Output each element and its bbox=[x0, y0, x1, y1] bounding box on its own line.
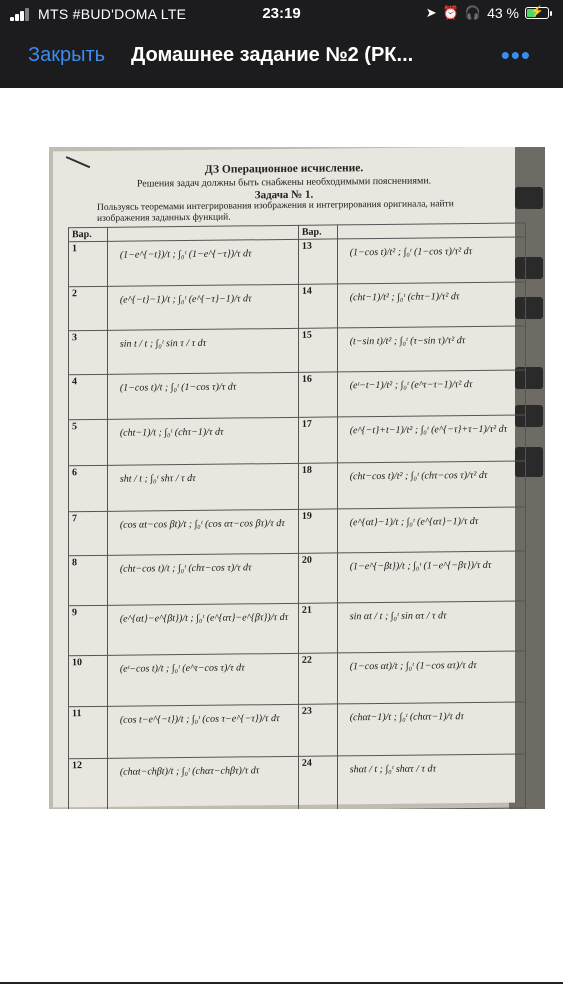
variant-formula: shαt / t ; ∫₀ᵗ shατ / τ dτ bbox=[349, 763, 437, 776]
document-title: ДЗ Операционное исчисление. bbox=[204, 162, 364, 176]
variant-number: 2 bbox=[69, 286, 108, 330]
variant-formula-cell bbox=[107, 509, 298, 555]
document-subtitle: Решения задач должны быть снабжены необходимыми пояснениями. bbox=[136, 175, 432, 190]
table-row bbox=[69, 507, 526, 556]
variant-formula: (eᵗ−t−1)/t² ; ∫₀ᵗ (e^τ−τ−1)/τ² dτ bbox=[349, 379, 473, 392]
home-indicator-line bbox=[0, 982, 563, 984]
variant-formula-cell bbox=[107, 653, 298, 706]
variant-formula: (cos αt−cos βt)/t ; ∫₀ᵗ (cos ατ−cos βτ)/τ dτ bbox=[119, 517, 285, 531]
variant-formula: sht / t ; ∫₀ᵗ shτ / τ dτ bbox=[119, 472, 196, 485]
variant-number: 19 bbox=[298, 509, 337, 553]
variant-formula: (1−cos t)/t² ; ∫₀ᵗ (1−cos τ)/τ² dτ bbox=[349, 246, 473, 259]
variant-number: 24 bbox=[298, 756, 337, 809]
variant-formula: (e^{−t}+t−1)/t² ; ∫₀ᵗ (e^{−τ}+τ−1)/τ² dτ bbox=[349, 423, 508, 437]
variant-number: 7 bbox=[69, 511, 108, 555]
carrier-label: MTS #BUD'DOMA LTE bbox=[38, 6, 187, 22]
variants-table bbox=[68, 222, 526, 809]
table-row bbox=[69, 551, 526, 606]
nav-bar bbox=[0, 40, 563, 80]
variant-formula-cell bbox=[337, 601, 525, 653]
variant-formula-cell bbox=[107, 756, 298, 809]
header-cell: Вар. bbox=[69, 227, 108, 241]
table-row bbox=[69, 651, 526, 707]
variant-formula-cell bbox=[337, 237, 525, 284]
header-cell: Вар. bbox=[298, 225, 337, 239]
clock: 23:19 bbox=[262, 5, 301, 22]
variant-formula: (chαt−1)/t ; ∫₀ᵗ (chατ−1)/τ dτ bbox=[349, 711, 464, 724]
variant-formula-cell bbox=[107, 372, 298, 419]
status-bar bbox=[0, 0, 563, 28]
variant-number: 10 bbox=[69, 655, 108, 706]
variant-number: 17 bbox=[298, 417, 337, 463]
variant-formula: sin t / t ; ∫₀ᵗ sin τ / τ dτ bbox=[119, 337, 207, 350]
variant-number: 3 bbox=[69, 330, 108, 374]
variant-formula: (cht−1)/t ; ∫₀ᵗ (chτ−1)/τ dτ bbox=[119, 426, 224, 439]
variant-number: 23 bbox=[298, 704, 337, 756]
variant-number: 5 bbox=[69, 419, 108, 465]
variant-number: 12 bbox=[69, 758, 108, 809]
variant-formula: (cht−cos t)/t ; ∫₀ᵗ (chτ−cos τ)/τ dτ bbox=[119, 562, 252, 575]
variant-formula: sin αt / t ; ∫₀ᵗ sin ατ / τ dτ bbox=[349, 610, 447, 623]
headphones-icon: 🎧 bbox=[464, 5, 482, 20]
variant-formula-cell bbox=[337, 461, 525, 509]
variant-number: 18 bbox=[298, 463, 337, 509]
variant-formula-cell bbox=[337, 702, 525, 756]
variant-formula: (1−cos αt)/t ; ∫₀ᵗ (1−cos ατ)/τ dτ bbox=[349, 659, 477, 673]
variant-formula-cell bbox=[337, 551, 525, 603]
variant-formula: (1−cos t)/t ; ∫₀ᵗ (1−cos τ)/τ dτ bbox=[119, 381, 237, 394]
variant-formula-cell bbox=[107, 603, 298, 655]
variant-formula-cell bbox=[107, 239, 298, 286]
variant-number: 16 bbox=[298, 372, 337, 417]
variant-formula-cell bbox=[337, 507, 525, 553]
page-title: Домашнее задание №2 (РК... bbox=[131, 44, 414, 66]
location-icon: ➤ bbox=[425, 5, 437, 20]
paper-sheet bbox=[53, 147, 515, 807]
task-instruction: Пользуясь теоремами интегрирования изображения и интегрирования оригинала, найти изображения заданных функций. bbox=[97, 199, 454, 224]
variant-formula-cell bbox=[337, 651, 525, 704]
variant-formula: (eᵗ−cos t)/t ; ∫₀ᵗ (e^τ−cos τ)/τ dτ bbox=[119, 662, 245, 675]
battery-percent: 43 % bbox=[487, 5, 519, 21]
table-row bbox=[69, 601, 526, 656]
battery-icon: ⚡ bbox=[525, 7, 549, 19]
variant-number: 21 bbox=[298, 603, 337, 653]
variant-formula: (cht−cos t)/t² ; ∫₀ᵗ (chτ−cos τ)/τ² dτ bbox=[349, 469, 488, 483]
variant-formula: (t−sin t)/t² ; ∫₀ᵗ (τ−sin τ)/τ² dτ bbox=[349, 335, 466, 348]
variant-formula-cell bbox=[107, 328, 298, 374]
variant-number: 20 bbox=[298, 553, 337, 603]
variant-formula: (e^{αt}−1)/t ; ∫₀ᵗ (e^{ατ}−1)/τ dτ bbox=[349, 515, 479, 529]
table-row bbox=[69, 282, 526, 331]
variant-formula: (e^{−t}−1)/t ; ∫₀ᵗ (e^{−τ}−1)/τ dτ bbox=[119, 293, 252, 306]
more-icon[interactable]: ••• bbox=[500, 40, 531, 70]
table-row bbox=[69, 370, 526, 420]
variant-number: 1 bbox=[69, 241, 108, 286]
document-photo bbox=[49, 147, 545, 809]
variant-formula-cell bbox=[337, 754, 525, 809]
variant-formula-cell bbox=[107, 417, 298, 465]
variant-formula-cell bbox=[107, 553, 298, 605]
variant-number: 9 bbox=[69, 605, 108, 655]
variant-formula: (1−e^{−t})/t ; ∫₀ᵗ (1−e^{−τ})/τ dτ bbox=[119, 248, 252, 261]
variant-formula-cell bbox=[107, 463, 298, 511]
close-button[interactable]: Закрыть bbox=[28, 44, 106, 66]
variant-number: 4 bbox=[69, 374, 108, 419]
variant-formula-cell bbox=[337, 326, 525, 372]
variant-number: 13 bbox=[298, 239, 337, 284]
variant-number: 15 bbox=[298, 328, 337, 372]
variant-number: 6 bbox=[69, 465, 108, 511]
table-row bbox=[69, 326, 526, 375]
variant-number: 8 bbox=[69, 555, 108, 605]
variant-number: 11 bbox=[69, 706, 108, 758]
variant-formula-cell bbox=[337, 370, 525, 417]
table-row bbox=[69, 237, 526, 287]
table-row bbox=[69, 461, 526, 512]
variant-formula-cell bbox=[337, 282, 525, 328]
variant-formula-cell bbox=[337, 415, 525, 463]
variant-formula: (cht−1)/t² ; ∫₀ᵗ (chτ−1)/τ² dτ bbox=[349, 291, 460, 304]
variant-formula: (chαt−chβt)/t ; ∫₀ᵗ (chατ−chβτ)/τ dτ bbox=[119, 765, 260, 778]
top-bar bbox=[0, 0, 563, 88]
variant-number: 22 bbox=[298, 653, 337, 704]
variant-number: 14 bbox=[298, 284, 337, 328]
variant-formula-cell bbox=[107, 704, 298, 758]
alarm-icon: ⏰ bbox=[442, 5, 459, 20]
variant-formula: (e^{αt}−e^{βt})/t ; ∫₀ᵗ (e^{ατ}−e^{βτ})/τ dτ bbox=[119, 611, 289, 625]
variant-formula: (cos t−e^{−t})/t ; ∫₀ᵗ (cos τ−e^{−τ})/τ dτ bbox=[119, 713, 280, 726]
variant-formula-cell bbox=[107, 284, 298, 330]
table-row bbox=[69, 415, 526, 466]
task-heading: Задача № 1. bbox=[254, 188, 314, 202]
variant-formula: (1−e^{−βt})/t ; ∫₀ᵗ (1−e^{−βτ})/τ dτ bbox=[349, 559, 492, 573]
table-row bbox=[69, 702, 526, 759]
table-row bbox=[69, 754, 526, 809]
